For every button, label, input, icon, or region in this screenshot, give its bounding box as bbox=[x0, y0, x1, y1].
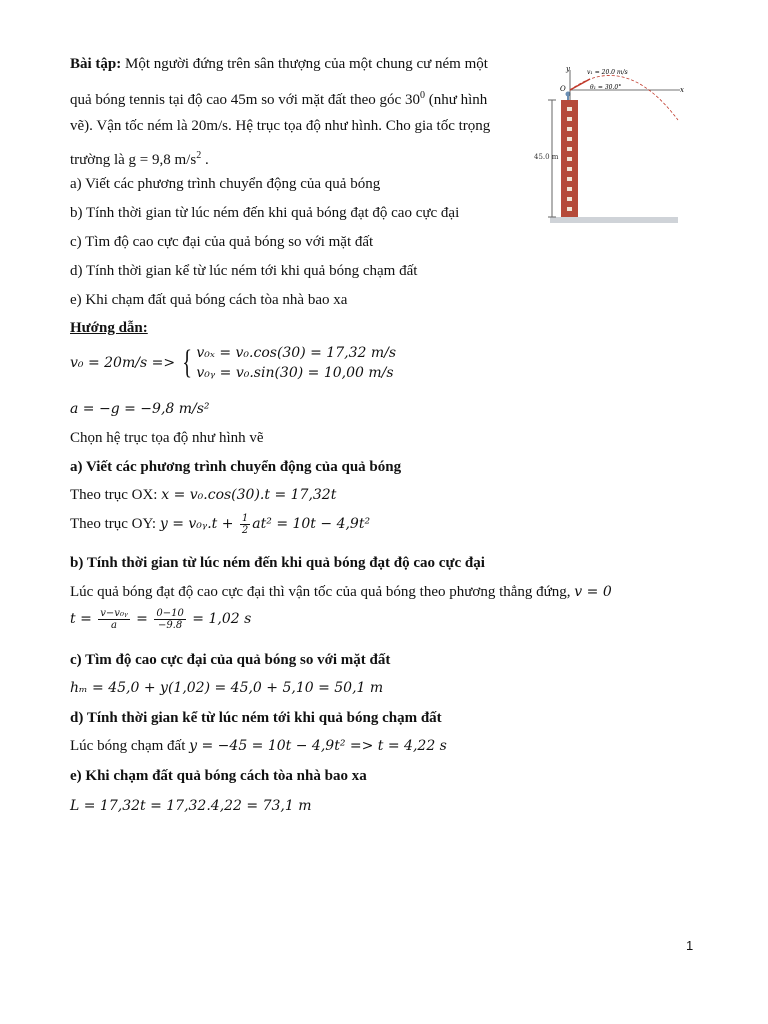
problem-label: Bài tập: bbox=[70, 56, 122, 72]
b-text: Lúc quả bóng đạt độ cao cực đại thì vận tốc của quả bóng theo phương thẳng đứng, bbox=[70, 584, 575, 600]
b-eq-line bbox=[70, 608, 251, 638]
problem-line-2 bbox=[70, 86, 487, 110]
b-heading: b) Tính thời gian từ lúc ném đến khi quả bóng đạt độ cao cực đại bbox=[70, 555, 485, 571]
question-c: c) Tìm độ cao cực đại của quả bóng so với mặt đất bbox=[70, 234, 374, 250]
d-text: Lúc bóng chạm đất bbox=[70, 738, 190, 754]
origin-label: O bbox=[560, 85, 566, 93]
a-heading: a) Viết các phương trình chuyển động của quả bóng bbox=[70, 459, 402, 475]
b-text-line bbox=[70, 582, 612, 602]
oy-label: Theo trục OY: bbox=[70, 515, 160, 532]
v0x-eq: v₀ₓ = v₀.cos(30) = 17,32 m/s bbox=[196, 345, 397, 361]
v0-eq: v₀ = 20m/s => bbox=[70, 355, 176, 371]
oy-eq-b: at² = 10t − 4,9t² bbox=[252, 515, 371, 532]
velocity-arrow bbox=[570, 79, 590, 90]
problem-line-4 bbox=[70, 146, 209, 170]
problem-text-1: Một người đứng trên sân thượng của một chung cư ném một bbox=[121, 56, 488, 72]
accel-eq: a = −g = −9,8 m/s² bbox=[70, 401, 210, 417]
velocity-label: v₁ = 20.0 m/s bbox=[587, 69, 628, 76]
ox-line bbox=[70, 485, 336, 505]
b-eq-equals: = bbox=[131, 610, 153, 627]
square-sup: 2 bbox=[196, 150, 202, 161]
problem-text-4a: trường là g = 9,8 m/s bbox=[70, 152, 197, 168]
oy-line bbox=[70, 513, 370, 541]
choose-axes-text: Chọn hệ trục tọa độ như hình vẽ bbox=[70, 430, 264, 446]
d-line bbox=[70, 736, 447, 756]
half-fraction: $\frac{1}{2}$ bbox=[241, 513, 249, 536]
b-eq-result: = 1,02 s bbox=[187, 610, 252, 627]
height-label: 45.0 m bbox=[534, 153, 559, 161]
ox-eq: x = v₀.cos(30).t = 17,32t bbox=[161, 487, 337, 503]
question-e: e) Khi chạm đất quả bóng cách tòa nhà bao xa bbox=[70, 292, 348, 308]
x-axis-label: x bbox=[680, 86, 684, 94]
b-text-math: v = 0 bbox=[574, 584, 612, 600]
angle-label: θ₁ = 30.0° bbox=[590, 84, 622, 91]
v0-system bbox=[70, 343, 396, 387]
b-fraction-2: $\frac{0-10}{-9.8}$ bbox=[156, 608, 184, 631]
e-heading: e) Khi chạm đất quả bóng cách tòa nhà bao xa bbox=[70, 768, 367, 784]
b-eq-t: t = bbox=[70, 610, 97, 627]
question-d: d) Tính thời gian kể từ lúc ném tới khi quả bóng chạm đất bbox=[70, 263, 418, 279]
c-heading: c) Tìm độ cao cực đại của quả bóng so với mặt đất bbox=[70, 652, 391, 668]
problem-line-3: vẽ). Vận tốc ném là 20m/s. Hệ trục tọa độ như hình. Cho gia tốc trọng bbox=[70, 118, 491, 134]
oy-eq-a: y = v₀ᵧ.t + bbox=[159, 515, 238, 532]
projectile-figure bbox=[530, 62, 692, 232]
e-eq: L = 17,32t = 17,32.4,22 = 73,1 m bbox=[70, 798, 312, 814]
v0y-eq: v₀ᵧ = v₀.sin(30) = 10,00 m/s bbox=[196, 365, 394, 381]
degree-sup: 0 bbox=[419, 90, 425, 101]
c-eq: hₘ = 45,0 + y(1,02) = 45,0 + 5,10 = 50,1 m bbox=[70, 680, 384, 696]
d-heading: d) Tính thời gian kể từ lúc ném tới khi quả bóng chạm đất bbox=[70, 710, 442, 726]
brace: { bbox=[182, 344, 193, 381]
d-eq: y = −45 = 10t − 4,9t² => t = 4,22 s bbox=[189, 738, 447, 754]
problem-text-2a: quả bóng tennis tại độ cao 45m so với mặt đất theo góc 30 bbox=[70, 92, 420, 108]
question-a: a) Viết các phương trình chuyển động của quả bóng bbox=[70, 176, 381, 192]
problem-text-4b: . bbox=[201, 152, 209, 168]
ground bbox=[550, 217, 678, 223]
problem-line-1 bbox=[70, 54, 488, 74]
question-b: b) Tính thời gian từ lúc ném đến khi quả bóng đạt độ cao cực đại bbox=[70, 205, 460, 221]
y-axis-label: y bbox=[566, 65, 570, 73]
trajectory bbox=[570, 75, 678, 120]
problem-text-2b: (như hình bbox=[424, 92, 488, 108]
guide-heading: Hướng dẫn: bbox=[70, 320, 148, 336]
page-number: 1 bbox=[686, 938, 694, 953]
b-fraction-1: $\frac{\text{v−v₀ᵧ}}{a}$ bbox=[100, 608, 128, 631]
ox-label: Theo trục OX: bbox=[70, 487, 162, 503]
